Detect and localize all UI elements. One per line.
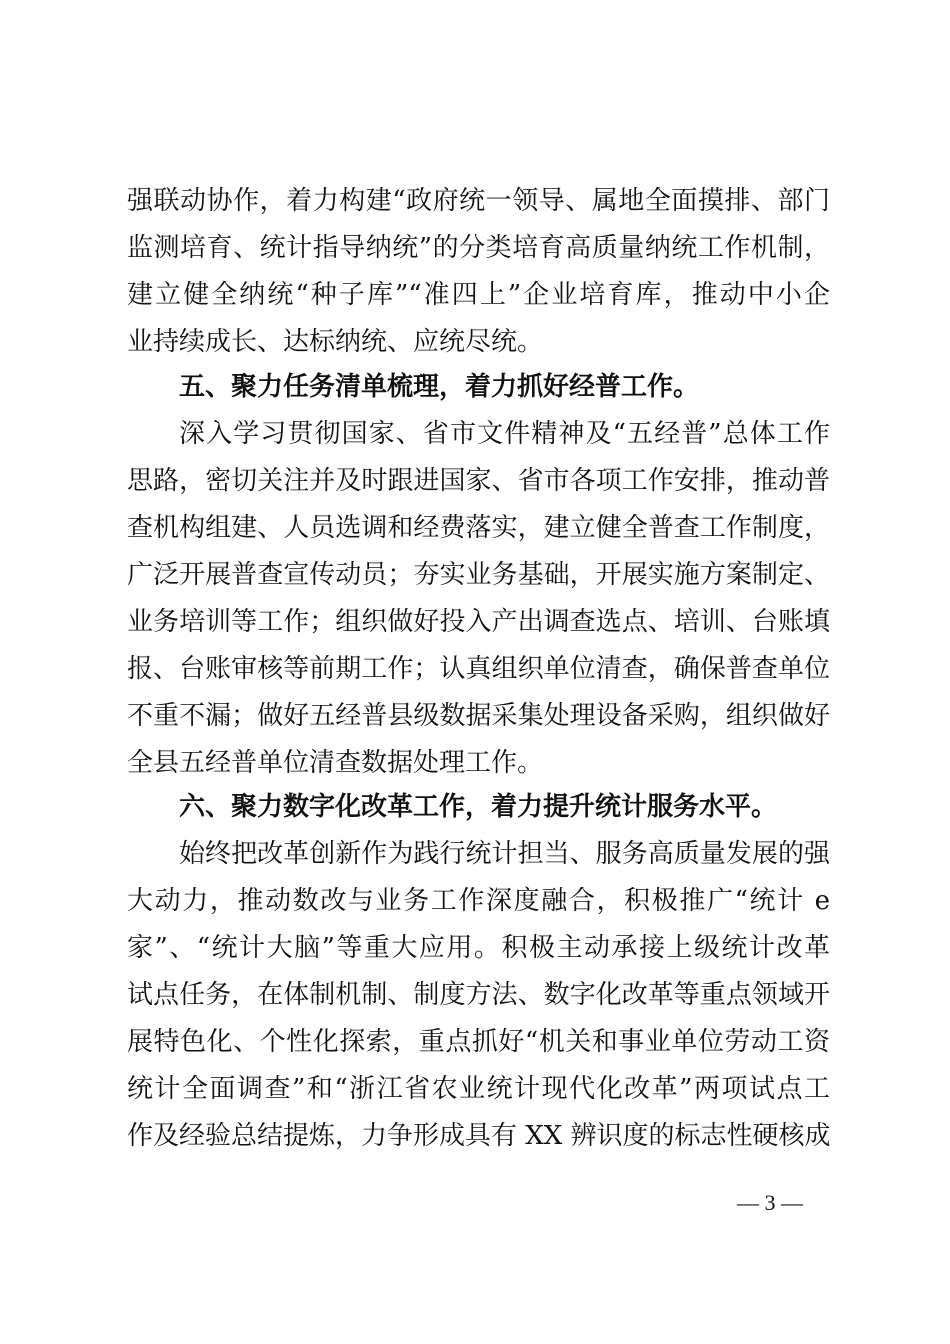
text-line: 报、台账审核等前期工作；认真组织单位清查，确保普查单位 <box>127 654 830 684</box>
text-line: 始终把改革创新作为践行统计担当、服务高质量发展的强 <box>179 839 830 869</box>
text-line: 业持续成长、达标纳统、应统尽统。 <box>127 327 544 357</box>
text-line: 查机构组建、人员选调和经费落实，建立健全普查工作制度， <box>127 513 830 543</box>
text-line: 展特色化、个性化探索，重点抓好“机关和事业单位劳动工资 <box>127 1027 830 1057</box>
text-line: 思路，密切关注并及时跟进国家、省市各项工作安排，推动普 <box>127 466 830 496</box>
text-line: 监测培育、统计指导纳统”的分类培育高质量纳统工作机制， <box>127 233 830 263</box>
text-line: 不重不漏；做好五经普县级数据采集处理设备采购，组织做好 <box>127 701 830 731</box>
text-line: 深入学习贯彻国家、省市文件精神及“五经普”总体工作 <box>179 419 830 449</box>
text-line: 强联动协作，着力构建“政府统一领导、属地全面摸排、部门 <box>127 186 830 216</box>
text-line: 广泛开展普查宣传动员；夯实业务基础，开展实施方案制定、 <box>127 560 830 590</box>
section-heading-six: 六、聚力数字化改革工作，着力提升统计服务水平。 <box>179 792 778 822</box>
text-line: 全县五经普单位清查数据处理工作。 <box>127 748 544 778</box>
text-line: 大动力，推动数改与业务工作深度融合，积极推广“统计 e <box>127 886 830 916</box>
text-line: 统计全面调查”和“浙江省农业统计现代化改革”两项试点工 <box>127 1074 830 1104</box>
text-line: 作及经验总结提炼，力争形成具有 XX 辨识度的标志性硬核成 <box>127 1121 831 1151</box>
text-line: 家”、“统计大脑”等重大应用。积极主动承接上级统计改革 <box>127 933 830 963</box>
section-heading-five: 五、聚力任务清单梳理，着力抓好经普工作。 <box>179 372 700 402</box>
text-line: 业务培训等工作；组织做好投入产出调查选点、培训、台账填 <box>127 607 830 637</box>
page-number: — 3 — <box>737 1190 803 1215</box>
text-line: 试点任务，在体制机制、制度方法、数字化改革等重点领域开 <box>127 980 830 1010</box>
text-line: 建立健全纳统“种子库”“准四上”企业培育库，推动中小企 <box>127 280 830 310</box>
